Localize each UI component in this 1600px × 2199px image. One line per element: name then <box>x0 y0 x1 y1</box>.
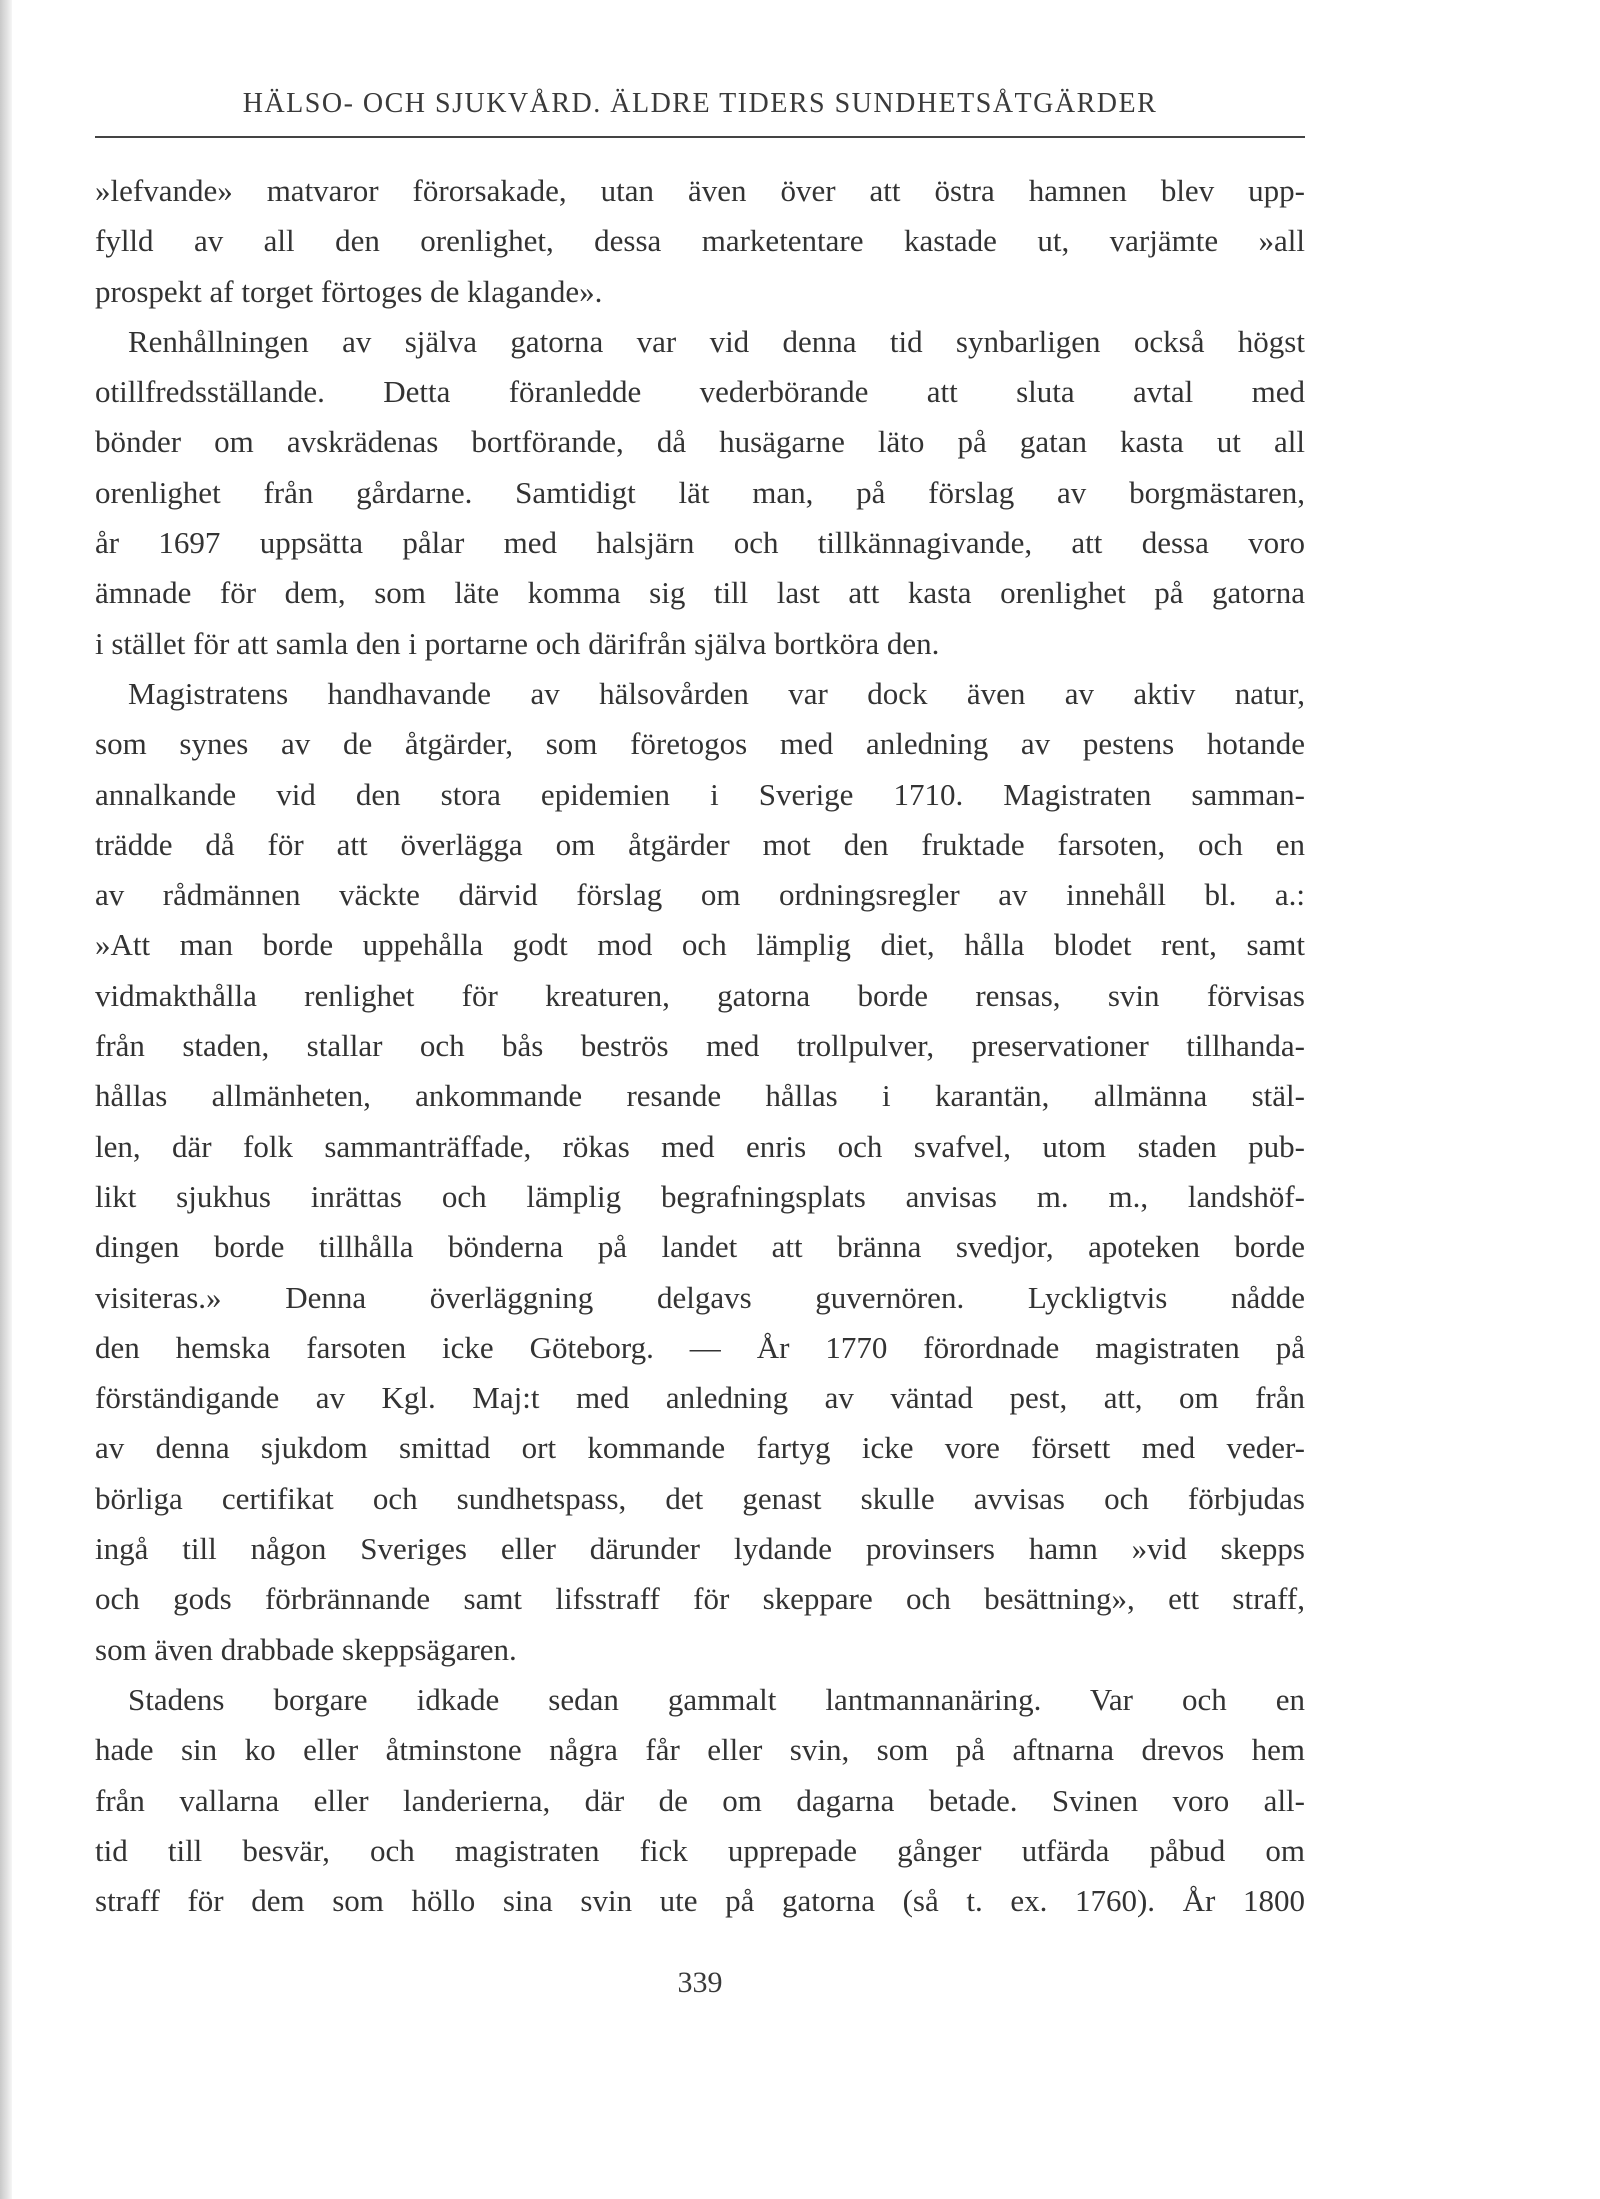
text-line: börliga certifikat och sundhetspass, det genast skulle avvisas och förbjudas <box>95 1480 1305 1516</box>
text-line: visiteras.» Denna överläggning delgavs guvernören. Lyckligtvis nådde <box>95 1279 1305 1315</box>
text-line: i stället för att samla den i portarne och därifrån själva bortköra den. <box>95 625 940 661</box>
text-line: tid till besvär, och magistraten fick upprepade gånger utfärda påbud om <box>95 1832 1305 1868</box>
text-line: dingen borde tillhålla bönderna på landet att bränna svedjor, apoteken borde <box>95 1229 1305 1265</box>
text-line: trädde då för att överlägga om åtgärder mot den fruktade farsoten, och en <box>95 826 1305 862</box>
running-head: HÄLSO- OCH SJUKVÅRD. ÄLDRE TIDERS SUNDHETSÅTGÄRDER <box>242 88 1158 119</box>
paragraph <box>95 166 1305 317</box>
text-line: som synes av de åtgärder, som företogos med anledning av pestens hotande <box>95 726 1305 762</box>
text-line: Magistratens handhavande av hälsovården var dock även av aktiv natur, <box>128 675 1305 711</box>
text-line: bönder om avskrädenas bortförande, då husägarne läto på gatan kasta ut all <box>95 424 1305 460</box>
text-line: otillfredsställande. Detta föranledde vederbörande att sluta avtal med <box>95 374 1305 410</box>
text-line: len, där folk sammanträffade, rökas med enris och svafvel, utom staden pub- <box>95 1128 1305 1164</box>
paragraph <box>95 317 1305 669</box>
page-binding-edge <box>0 0 12 2199</box>
text-line: fylld av all den orenlighet, dessa marketentare kastade ut, varjämte »all <box>95 223 1305 259</box>
text-line: »Att man borde uppehålla godt mod och lämplig diet, hålla blodet rent, samt <box>95 927 1305 963</box>
text-line: orenlighet från gårdarne. Samtidigt lät man, på förslag av borgmästaren, <box>95 474 1305 510</box>
page-number: 339 <box>677 1966 723 1999</box>
text-line: den hemska farsoten icke Göteborg. — År 1770 förordnade magistraten på <box>95 1329 1305 1365</box>
paragraph <box>95 1675 1305 1926</box>
text-line: förständigande av Kgl. Maj:t med anledning av väntad pest, att, om från <box>95 1380 1305 1416</box>
text-line: av denna sjukdom smittad ort kommande fartyg icke vore försett med veder- <box>95 1430 1305 1466</box>
text-line: straff för dem som höllo sina svin ute på gatorna (så t. ex. 1760). År 1800 <box>95 1883 1305 1919</box>
text-line: annalkande vid den stora epidemien i Sverige 1710. Magistraten samman- <box>95 776 1305 812</box>
paragraph <box>95 669 1305 1675</box>
text-line: Renhållningen av själva gatorna var vid denna tid synbarligen också högst <box>128 323 1305 359</box>
text-line: ämnade för dem, som läte komma sig till last att kasta orenlighet på gatorna <box>95 575 1305 611</box>
text-line: ingå till någon Sveriges eller därunder lydande provinsers hamn »vid skepps <box>95 1531 1305 1567</box>
text-line: »lefvande» matvaror förorsakade, utan även över att östra hamnen blev upp- <box>95 173 1305 208</box>
text-line: från vallarna eller landerierna, där de om dagarna betade. Svinen voro all- <box>95 1782 1305 1818</box>
header-rule <box>95 136 1305 138</box>
text-line: hade sin ko eller åtminstone några får eller svin, som på aftnarna drevos hem <box>95 1732 1305 1768</box>
text-line: från staden, stallar och bås beströs med trollpulver, preservationer tillhanda- <box>95 1028 1305 1064</box>
text-line: prospekt af torget förtoges de klagande». <box>95 273 603 309</box>
text-line: hållas allmänheten, ankommande resande hållas i karantän, allmänna stäl- <box>95 1078 1305 1114</box>
text-line: Stadens borgare idkade sedan gammalt lantmannanäring. Var och en <box>128 1681 1305 1717</box>
body-text <box>95 166 1305 1926</box>
text-line: som även drabbade skeppsägaren. <box>95 1631 517 1667</box>
text-line: år 1697 uppsätta pålar med halsjärn och tillkännagivande, att dessa voro <box>95 525 1305 561</box>
text-line: och gods förbrännande samt lifsstraff för skeppare och besättning», ett straff, <box>95 1581 1305 1617</box>
text-line: likt sjukhus inrättas och lämplig begrafningsplats anvisas m. m., landshöf- <box>95 1178 1305 1214</box>
text-line: vidmakthålla renlighet för kreaturen, gatorna borde rensas, svin förvisas <box>95 977 1305 1013</box>
text-line: av rådmännen väckte därvid förslag om ordningsregler av innehåll bl. a.: <box>95 877 1305 913</box>
